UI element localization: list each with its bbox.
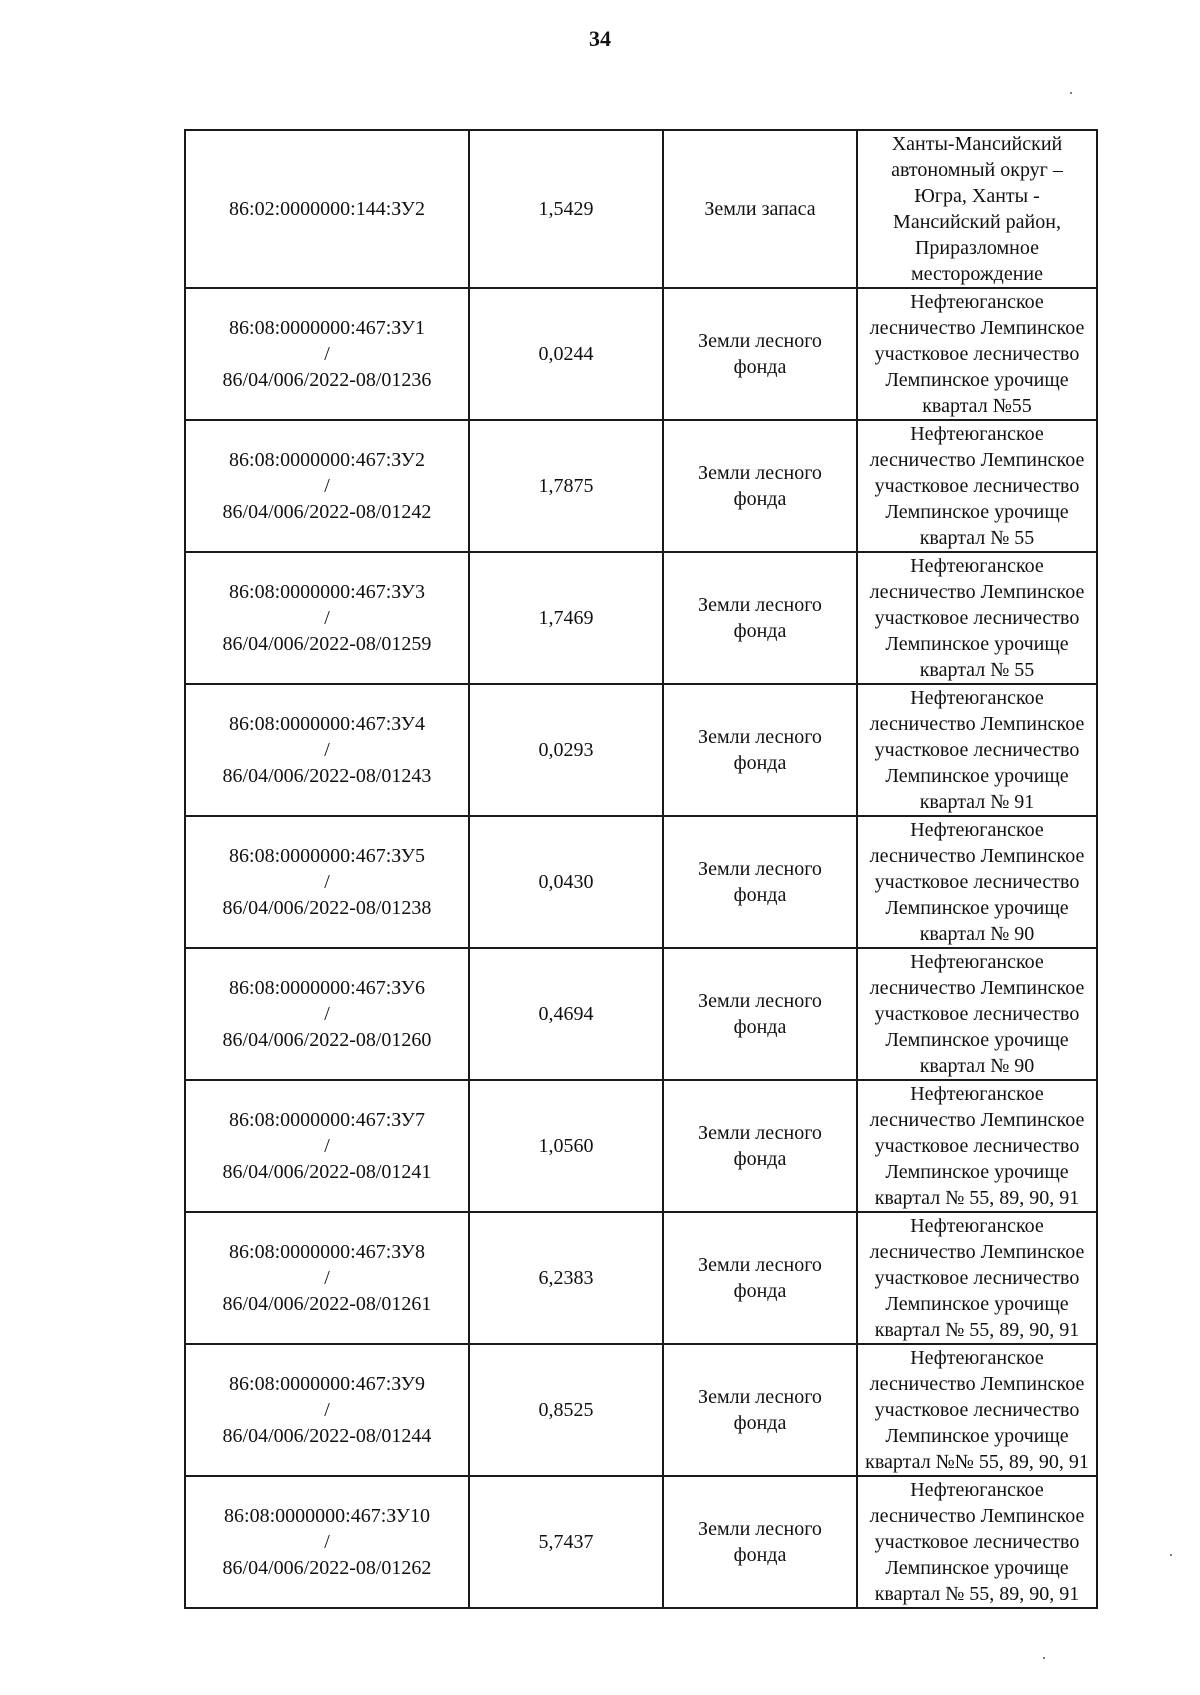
table-row: [185, 552, 1097, 684]
land-category: Земли лесного фонда: [698, 1122, 822, 1170]
cadastral-separator: /: [324, 871, 330, 893]
cadastral-cell: [185, 948, 469, 1080]
page-number: 34: [589, 26, 611, 51]
cadastral-separator: /: [324, 1399, 330, 1421]
cadastral-number: 86:08:0000000:467:ЗУ1: [229, 317, 425, 339]
category-cell: [663, 816, 857, 948]
category-cell: [663, 288, 857, 420]
area-cell: 6,2383: [469, 1212, 663, 1344]
table-row: [185, 816, 1097, 948]
cadastral-cell: [185, 1476, 469, 1608]
cadastral-number: 86:08:0000000:467:ЗУ8: [229, 1241, 425, 1263]
cadastral-separator: /: [324, 1135, 330, 1157]
location-cell: [857, 1344, 1097, 1476]
area-cell: 0,0293: [469, 684, 663, 816]
land-category: Земли лесного фонда: [698, 594, 822, 642]
land-category: Земли лесного фонда: [698, 726, 822, 774]
land-category: Земли лесного фонда: [698, 330, 822, 378]
area-cell: 1,7469: [469, 552, 663, 684]
area-cell: 0,0244: [469, 288, 663, 420]
cadastral-number: 86:08:0000000:467:ЗУ5: [229, 845, 425, 867]
cadastral-cell: [185, 816, 469, 948]
location-text: Нефтеюганское лесничество Лемпинское участковое лесничество Лемпинское урочище квартал №№ 55, 89, 90, 91: [865, 1347, 1089, 1473]
location-text: Нефтеюганское лесничество Лемпинское участковое лесничество Лемпинское урочище квартал № 90: [869, 951, 1085, 1077]
area-cell: 1,7875: [469, 420, 663, 552]
area-cell: 5,7437: [469, 1476, 663, 1608]
location-text: Нефтеюганское лесничество Лемпинское участковое лесничество Лемпинское урочище квартал № 55, 89, 90, 91: [869, 1479, 1085, 1605]
cadastral-separator: /: [324, 607, 330, 629]
area-cell: 0,4694: [469, 948, 663, 1080]
category-cell: [663, 684, 857, 816]
land-category: Земли запаса: [704, 198, 816, 220]
scan-speck: [1070, 92, 1072, 94]
registry-number: 86/04/006/2022-08/01261: [222, 1293, 432, 1315]
table-row: [185, 1080, 1097, 1212]
registry-number: 86/04/006/2022-08/01260: [222, 1029, 432, 1051]
cadastral-cell: [185, 1080, 469, 1212]
registry-number: 86/04/006/2022-08/01241: [222, 1161, 432, 1183]
scan-speck: [1170, 1554, 1172, 1556]
cadastral-number: 86:08:0000000:467:ЗУ4: [229, 713, 425, 735]
area-cell: 0,8525: [469, 1344, 663, 1476]
cadastral-cell: [185, 552, 469, 684]
land-category: Земли лесного фонда: [698, 990, 822, 1038]
cadastral-number: 86:08:0000000:467:ЗУ7: [229, 1109, 425, 1131]
area-cell: 1,0560: [469, 1080, 663, 1212]
land-category: Земли лесного фонда: [698, 1518, 822, 1566]
land-category: Земли лесного фонда: [698, 858, 822, 906]
cadastral-number: 86:02:0000000:144:ЗУ2: [229, 198, 425, 220]
cadastral-separator: /: [324, 1267, 330, 1289]
cadastral-cell: [185, 420, 469, 552]
location-text: Нефтеюганское лесничество Лемпинское участковое лесничество Лемпинское урочище квартал № 90: [869, 819, 1085, 945]
location-cell: [857, 288, 1097, 420]
location-text: Нефтеюганское лесничество Лемпинское участковое лесничество Лемпинское урочище квартал № 55, 89, 90, 91: [869, 1215, 1085, 1341]
cadastral-separator: /: [324, 475, 330, 497]
registry-number: 86/04/006/2022-08/01238: [222, 897, 432, 919]
cadastral-separator: /: [324, 1003, 330, 1025]
location-cell: [857, 420, 1097, 552]
cadastral-cell: [185, 288, 469, 420]
land-plots-table: [184, 129, 1098, 1609]
cadastral-number: 86:08:0000000:467:ЗУ3: [229, 581, 425, 603]
category-cell: [663, 1212, 857, 1344]
scan-speck: [1043, 1657, 1045, 1659]
table-row: [185, 1476, 1097, 1608]
cadastral-separator: /: [324, 1531, 330, 1553]
cadastral-separator: /: [324, 739, 330, 761]
registry-number: 86/04/006/2022-08/01243: [222, 765, 432, 787]
location-text: Нефтеюганское лесничество Лемпинское участковое лесничество Лемпинское урочище квартал № 55: [869, 555, 1085, 681]
cadastral-cell: [185, 1212, 469, 1344]
registry-number: 86/04/006/2022-08/01262: [222, 1557, 432, 1579]
table-row: [185, 130, 1097, 288]
table-row: [185, 948, 1097, 1080]
category-cell: [663, 130, 857, 288]
location-text: Ханты-Мансийский автономный округ – Югра, Ханты - Мансийский район, Приразломное месторождение: [891, 133, 1063, 285]
category-cell: [663, 420, 857, 552]
land-category: Земли лесного фонда: [698, 1386, 822, 1434]
registry-number: 86/04/006/2022-08/01242: [222, 501, 432, 523]
category-cell: [663, 552, 857, 684]
location-text: Нефтеюганское лесничество Лемпинское участковое лесничество Лемпинское урочище квартал №55: [869, 291, 1085, 417]
location-cell: [857, 130, 1097, 288]
table-row: [185, 420, 1097, 552]
category-cell: [663, 1080, 857, 1212]
cadastral-separator: /: [324, 343, 330, 365]
category-cell: [663, 1344, 857, 1476]
table-row: [185, 1212, 1097, 1344]
registry-number: 86/04/006/2022-08/01259: [222, 633, 432, 655]
cadastral-cell: [185, 1344, 469, 1476]
area-cell: 1,5429: [469, 130, 663, 288]
location-cell: [857, 684, 1097, 816]
table-row: [185, 288, 1097, 420]
cadastral-cell: [185, 684, 469, 816]
table-row: [185, 684, 1097, 816]
location-cell: [857, 552, 1097, 684]
location-cell: [857, 948, 1097, 1080]
land-category: Земли лесного фонда: [698, 1254, 822, 1302]
area-cell: 0,0430: [469, 816, 663, 948]
location-text: Нефтеюганское лесничество Лемпинское участковое лесничество Лемпинское урочище квартал № 55: [869, 423, 1085, 549]
location-cell: [857, 816, 1097, 948]
cadastral-cell: [185, 130, 469, 288]
registry-number: 86/04/006/2022-08/01236: [222, 369, 432, 391]
cadastral-number: 86:08:0000000:467:ЗУ9: [229, 1373, 425, 1395]
location-cell: [857, 1476, 1097, 1608]
table-row: [185, 1344, 1097, 1476]
location-cell: [857, 1212, 1097, 1344]
category-cell: [663, 948, 857, 1080]
cadastral-number: 86:08:0000000:467:ЗУ2: [229, 449, 425, 471]
location-text: Нефтеюганское лесничество Лемпинское участковое лесничество Лемпинское урочище квартал № 91: [869, 687, 1085, 813]
location-cell: [857, 1080, 1097, 1212]
category-cell: [663, 1476, 857, 1608]
cadastral-number: 86:08:0000000:467:ЗУ6: [229, 977, 425, 999]
registry-number: 86/04/006/2022-08/01244: [222, 1425, 432, 1447]
land-category: Земли лесного фонда: [698, 462, 822, 510]
cadastral-number: 86:08:0000000:467:ЗУ10: [224, 1505, 430, 1527]
location-text: Нефтеюганское лесничество Лемпинское участковое лесничество Лемпинское урочище квартал № 55, 89, 90, 91: [869, 1083, 1085, 1209]
